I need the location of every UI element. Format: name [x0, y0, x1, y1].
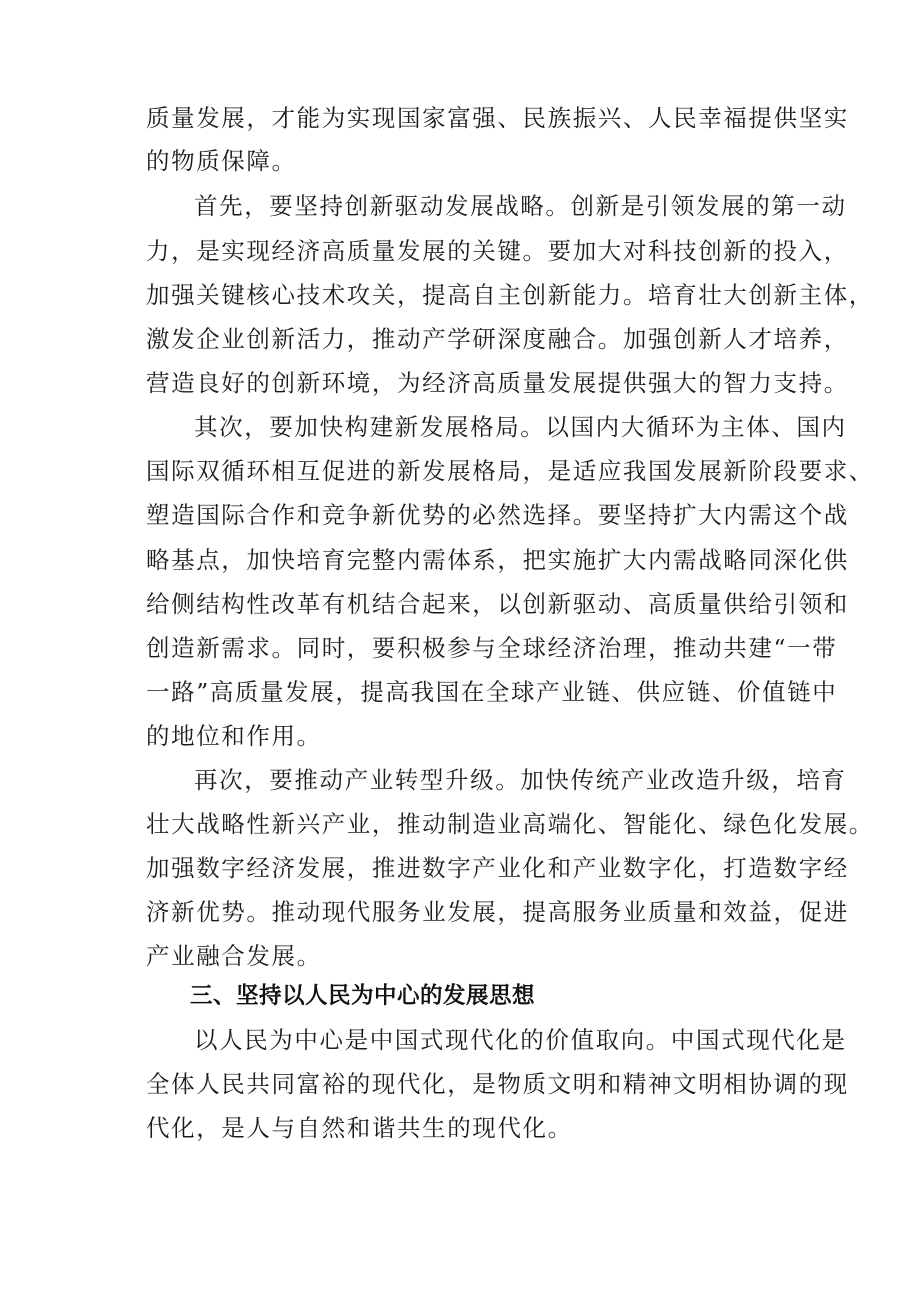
- paragraph-5-line-2: 全体人民共同富裕的现代化，是物质文明和精神文明相协调的现: [146, 1070, 849, 1098]
- paragraph-3-line-4: 略基点，加快培育完整内需体系，把实施扩大内需战略同深化供: [146, 546, 849, 574]
- paragraph-4-line-2: 壮大战略性新兴产业，推动制造业高端化、智能化、绿色化发展。: [146, 810, 874, 838]
- paragraph-5-line-3: 代化，是人与自然和谐共生的现代化。: [146, 1114, 573, 1142]
- paragraph-2-line-3: 加强关键核心技术攻关，提高自主创新能力。培育壮大创新主体，: [146, 281, 874, 309]
- paragraph-3-line-3: 塑造国际合作和竞争新优势的必然选择。要坚持扩大内需这个战: [146, 501, 849, 529]
- paragraph-2-line-5: 营造良好的创新环境，为经济高质量发展提供强大的智力支持。: [146, 369, 849, 397]
- paragraph-3-line-7: 一路”高质量发展，提高我国在全球产业链、供应链、价值链中: [146, 678, 838, 706]
- paragraph-1-line-2: 的物质保障。: [146, 147, 297, 175]
- paragraph-3-line-5: 给侧结构性改革有机结合起来，以创新驱动、高质量供给引领和: [146, 590, 849, 618]
- paragraph-2-line-1: 首先，要坚持创新驱动发展战略。创新是引领发展的第一动: [194, 192, 847, 220]
- paragraph-4-line-1: 再次，要推动产业转型升级。加快传统产业改造升级，培育: [194, 766, 847, 794]
- paragraph-2-line-2: 力，是实现经济高质量发展的关键。要加大对科技创新的投入，: [146, 237, 849, 265]
- paragraph-3-line-8: 的地位和作用。: [146, 722, 322, 750]
- paragraph-4-line-5: 产业融合发展。: [146, 942, 322, 970]
- paragraph-3-line-6: 创造新需求。同时，要积极参与全球经济治理，推动共建“一带: [146, 634, 838, 662]
- paragraph-4-line-3: 加强数字经济发展，推进数字产业化和产业数字化，打造数字经: [146, 854, 849, 882]
- section-heading: 三、坚持以人民为中心的发展思想: [190, 983, 536, 1009]
- paragraph-5-line-1: 以人民为中心是中国式现代化的价值取向。中国式现代化是: [194, 1026, 847, 1054]
- paragraph-1-line-1: 质量发展，才能为实现国家富强、民族振兴、人民幸福提供坚实: [146, 104, 849, 132]
- paragraph-3-line-2: 国际双循环相互促进的新发展格局，是适应我国发展新阶段要求、: [146, 457, 874, 485]
- paragraph-4-line-4: 济新优势。推动现代服务业发展，提高服务业质量和效益，促进: [146, 898, 849, 926]
- paragraph-3-line-1: 其次，要加快构建新发展格局。以国内大循环为主体、国内: [194, 413, 847, 441]
- paragraph-2-line-4: 激发企业创新活力，推动产学研深度融合。加强创新人才培养，: [146, 325, 849, 353]
